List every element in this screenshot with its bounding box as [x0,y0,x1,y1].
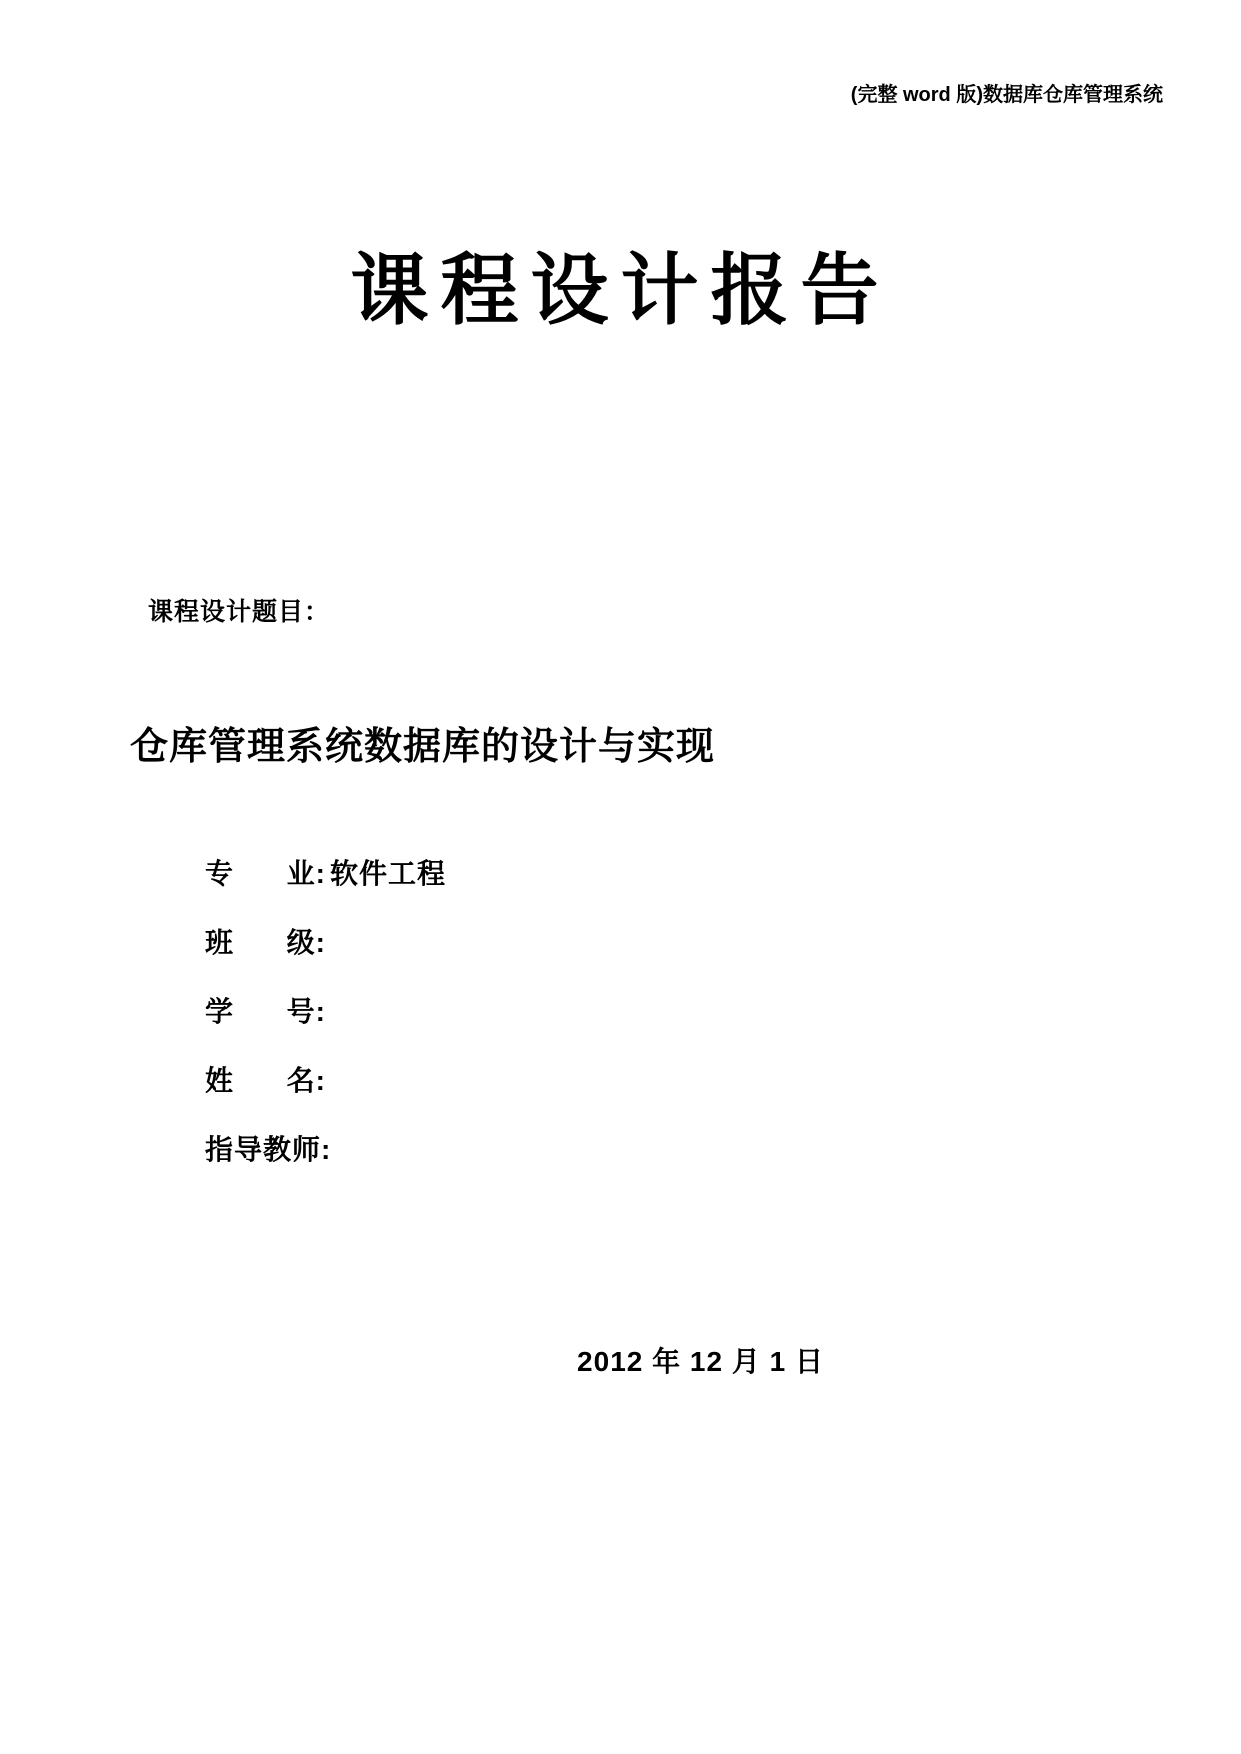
subject-label: 课程设计题目： [148,598,331,626]
field-label-class: 班 级: [205,927,327,958]
document-date: 2012 年 12 月 1 日 [577,1346,824,1377]
subject-title: 仓库管理系统数据库的设计与实现 [130,726,716,768]
list-item [205,852,905,892]
list-item [205,1128,905,1168]
page-title: 课程设计报告 [350,247,891,334]
field-value-major: 软件工程 [330,858,447,889]
field-label-name: 姓 名: [205,1065,327,1096]
field-label-instructor: 指导教师: [205,1134,332,1165]
field-label-major: 专 业: [205,858,327,889]
field-label-student-id: 学 号: [205,996,327,1027]
list-item [205,1059,905,1099]
list-item [205,921,905,961]
info-field-list [205,852,905,1197]
page-header-note: (完整 word 版)数据库仓库管理系统 [850,84,1163,106]
list-item [205,990,905,1030]
